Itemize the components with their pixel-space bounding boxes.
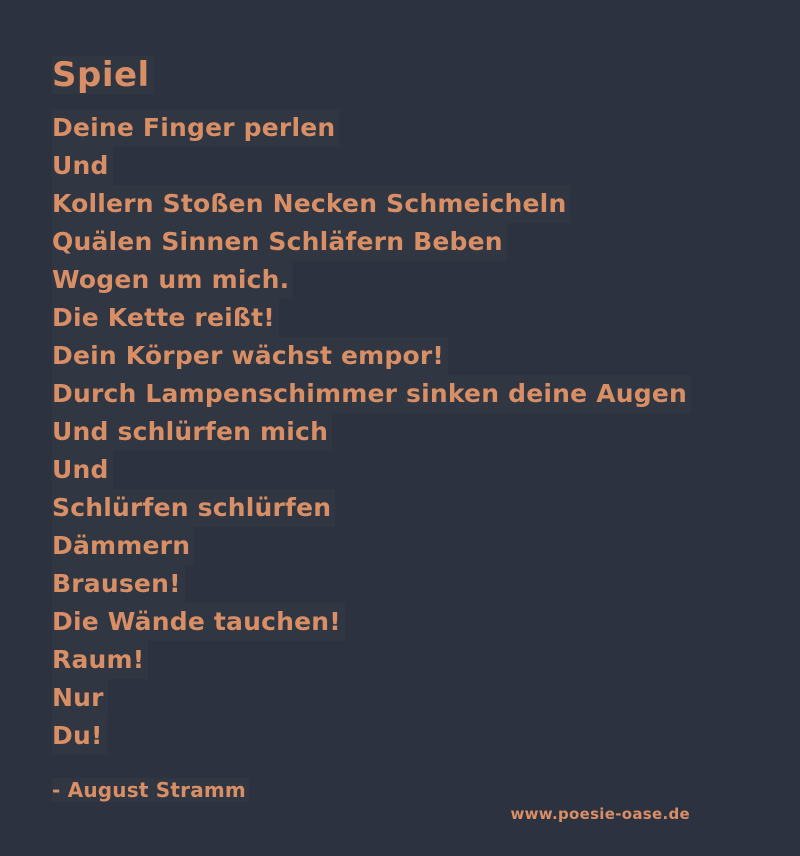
poem-line: Dein Körper wächst empor!: [52, 341, 445, 370]
poem-line: Nur: [52, 683, 104, 712]
poem-line: Wogen um mich.: [52, 265, 290, 294]
poem-line: Dämmern: [52, 531, 191, 560]
poem-line: Und: [52, 455, 109, 484]
poem-attribution: - August Stramm: [52, 778, 246, 802]
poem-line: Kollern Stoßen Necken Schmeicheln: [52, 189, 567, 218]
poem-line: Durch Lampenschimmer sinken deine Augen: [52, 379, 687, 408]
poem-line: Schlürfen schlürfen: [52, 493, 332, 522]
poem-line: Und: [52, 151, 109, 180]
poem-line: Die Kette reißt!: [52, 303, 275, 332]
site-url: www.poesie-oase.de: [510, 805, 690, 823]
poem-line: Du!: [52, 721, 103, 750]
poem-line: Die Wände tauchen!: [52, 607, 341, 636]
poem-line: Raum!: [52, 645, 145, 674]
poem-title: Spiel: [52, 55, 150, 95]
poem-line: Deine Finger perlen: [52, 113, 336, 142]
poem-line: Und schlürfen mich: [52, 417, 329, 446]
poem-line: Brausen!: [52, 569, 181, 598]
poem-body: [52, 109, 691, 755]
poem-line: Quälen Sinnen Schläfern Beben: [52, 227, 503, 256]
